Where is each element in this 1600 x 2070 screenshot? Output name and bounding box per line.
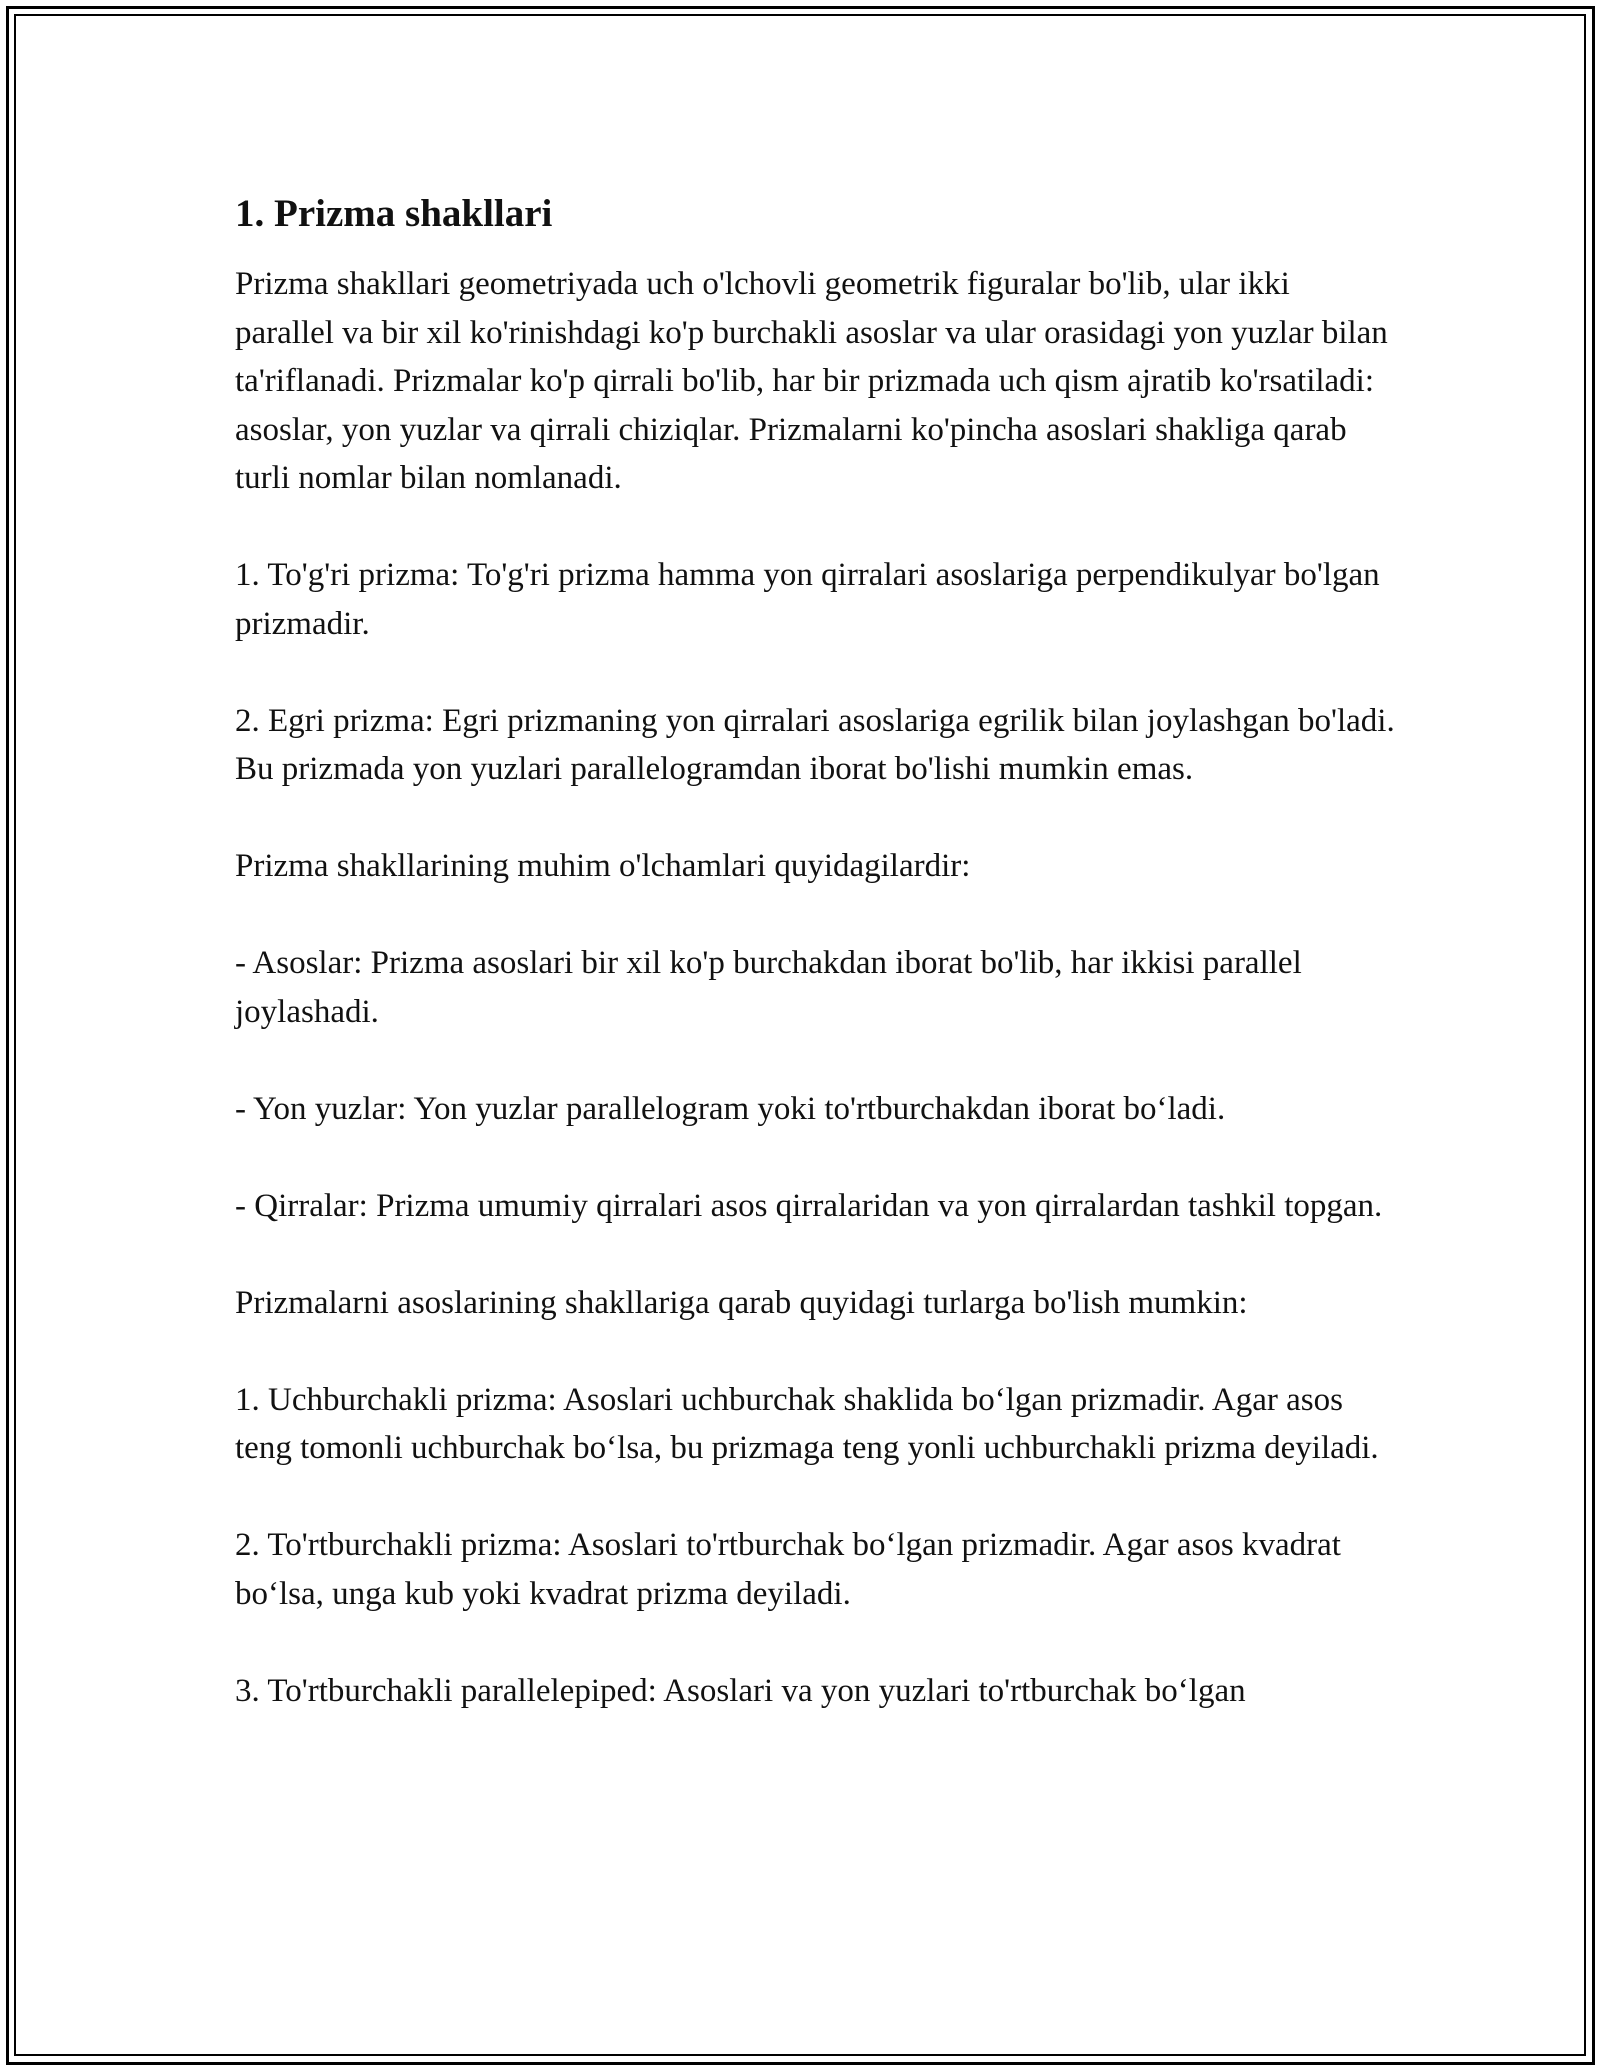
paragraph-edges: - Qirralar: Prizma umumiy qirralari asos qirralaridan va yon qirralardan tashkil topgan. bbox=[235, 1187, 1383, 1224]
paragraph-parallelepiped: 3. To'rtburchakli parallelepiped: Asoslari va yon yuzlari to'rtburchak bo‘lgan bbox=[235, 1672, 1246, 1709]
paragraph-right-prism: 1. To'g'ri prizma: To'g'ri prizma hamma yon qirralari asoslariga perpendikulyar bo'lgan prizmadir. bbox=[235, 557, 1380, 642]
paragraph-bases: - Asoslar: Prizma asoslari bir xil ko'p burchakdan iborat bo'lib, har ikkisi parallel joylashadi. bbox=[235, 945, 1302, 1030]
paragraph-lateral-faces: - Yon yuzlar: Yon yuzlar parallelogram yoki to'rtburchakdan iborat bo‘ladi. bbox=[235, 1090, 1226, 1127]
paragraph-quadrilateral-prism: 2. To'rtburchakli prizma: Asoslari to'rtburchak bo‘lgan prizmadir. Agar asos kvadrat bo‘lsa, unga kub yoki kvadrat prizma deyiladi. bbox=[235, 1527, 1341, 1612]
paragraph-dimensions-intro: Prizma shakllarining muhim o'lchamlari quyidagilardir: bbox=[235, 848, 971, 884]
section-heading: 1. Prizma shakllari bbox=[235, 192, 553, 235]
paragraph-types-intro: Prizmalarni asoslarining shakllariga qarab quyidagi turlarga bo'lish mumkin: bbox=[235, 1284, 1248, 1321]
paragraph-oblique-prism: 2. Egri prizma: Egri prizmaning yon qirralari asoslariga egrilik bilan joylashgan bo'ladi. Bu prizmada yon yuzlari parallelogramdan iborat bo'lishi mumkin emas. bbox=[235, 702, 1395, 787]
document-body bbox=[235, 190, 1395, 1715]
paragraph-triangular-prism: 1. Uchburchakli prizma: Asoslari uchburchak shaklida bo‘lgan prizmadir. Agar asos teng tomonli uchburchak bo‘lsa, bu prizmaga teng yonli uchburchakli prizma deyiladi. bbox=[235, 1381, 1379, 1466]
intro-paragraph: Prizma shakllari geometriyada uch o'lchovli geometrik figuralar bo'lib, ular ikki parallel va bir xil ko'rinishdagi ko'p burchakli asoslar va ular orasidagi yon yuzlar bilan ta'riflanadi. Prizmalar ko'p qirrali bo'lib, har bir prizmada uch qism ajratib ko'rsatiladi: asoslar, yon yuzlar va qirrali chiziqlar. Prizmalarni ko'pincha asoslari shakliga qarab turli nomlar bilan nomlanadi. bbox=[235, 266, 1388, 496]
